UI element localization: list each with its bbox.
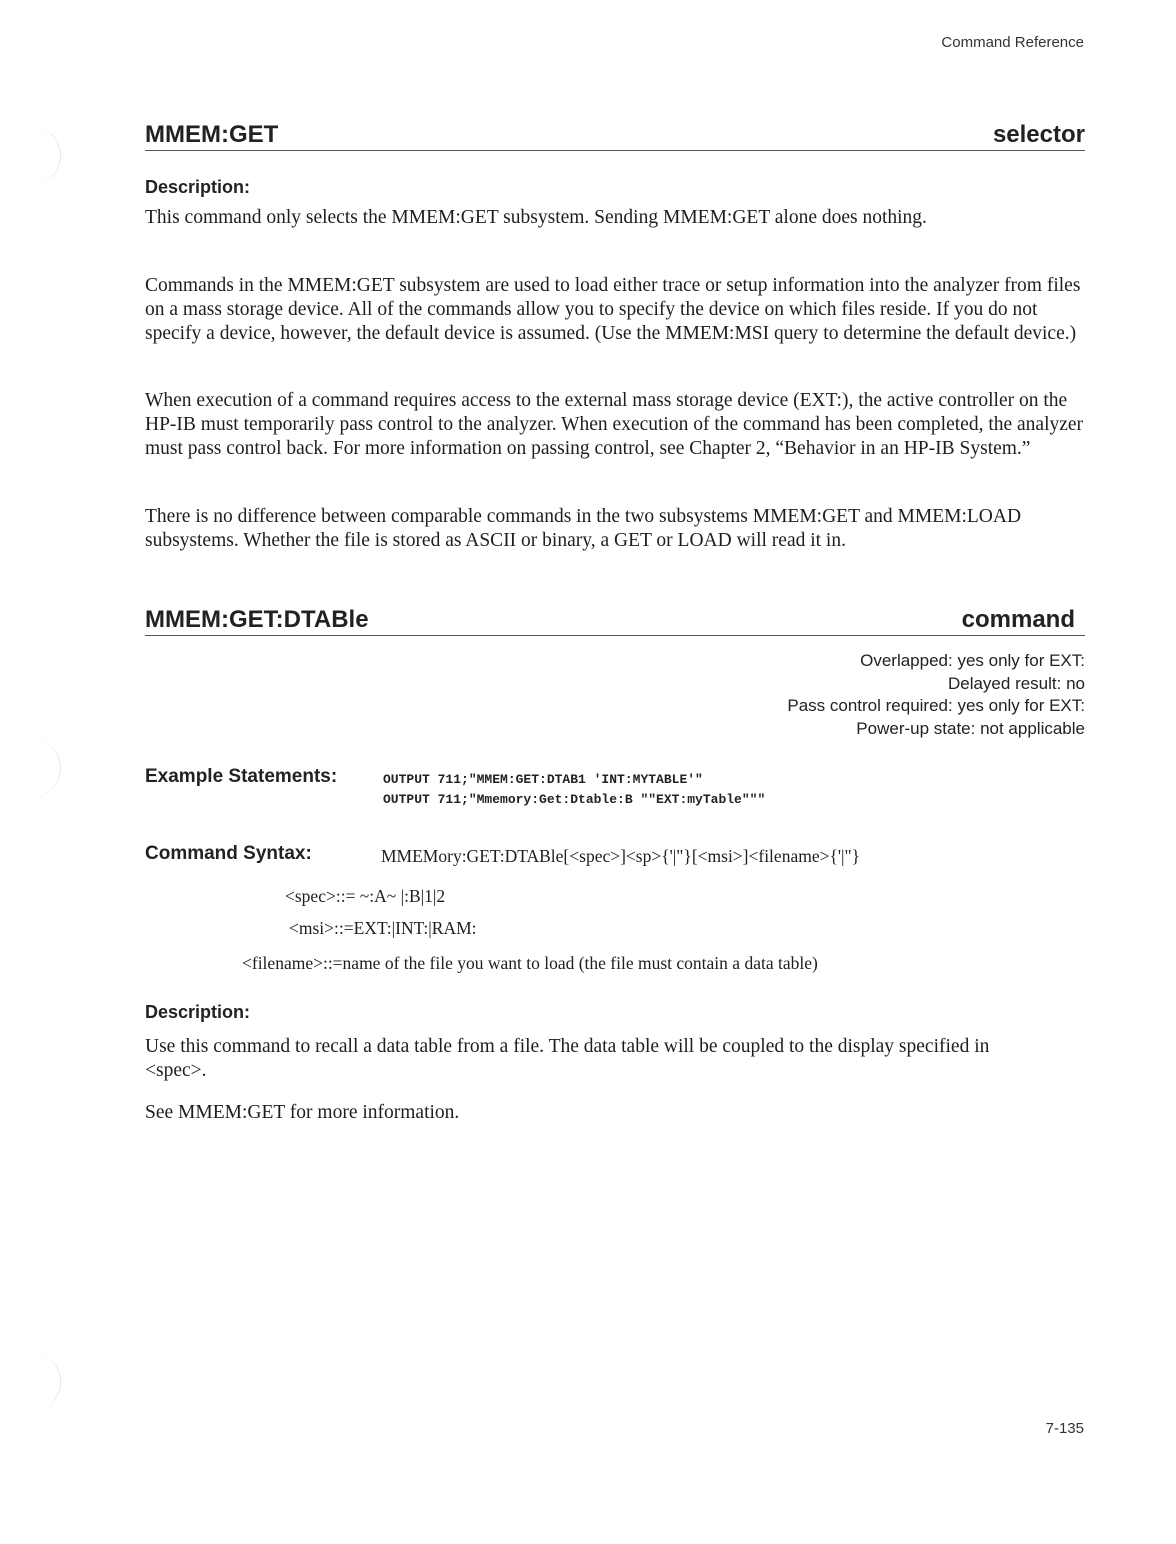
description-heading: Description:	[145, 177, 251, 197]
paragraph: See MMEM:GET for more information.	[145, 1102, 460, 1123]
page-number: 7-135	[1045, 1420, 1084, 1437]
paragraph: Commands in the MMEM:GET subsystem are used to load either trace or setup information into the analyzer from files on a mass storage device. All of the commands allow you to specify the device on which files reside. If you do not specify a device, however, the default device is assumed. (Use the MMEM:MSI query to determine the default device.)	[145, 275, 1081, 344]
paragraph: This command only selects the MMEM:GET subsystem. Sending MMEM:GET alone does nothing.	[145, 207, 927, 228]
property-power-up-state: Power-up state: not applicable	[856, 718, 1085, 738]
paragraph: There is no difference between comparable commands in the two subsystems MMEM:GET and MMEM:LOAD subsystems. Whether the file is stored as ASCII or binary, a GET or LOAD will read it in.	[145, 506, 1022, 551]
command-syntax: MMEMory:GET:DTABle[<spec>]<sp>{'|"}[<msi>]<filename>{'|"}	[381, 846, 861, 866]
section-title: MMEM:GET	[145, 121, 279, 148]
filename-definition: <filename>::=name of the file you want to load (the file must contain a data table)	[242, 953, 818, 973]
punch-hole-top	[0, 126, 61, 186]
section-type: command	[961, 606, 1075, 633]
punch-hole-bottom	[0, 1352, 61, 1412]
property-delayed-result: Delayed result: no	[947, 673, 1085, 693]
example-statements-label: Example Statements:	[145, 766, 338, 787]
description-heading: Description:	[145, 1002, 251, 1022]
spec-definition: <spec>::= ~:A~ |:B|1|2	[285, 886, 446, 906]
paragraph: Use this command to recall a data table from a file. The data table will be coupled to the display specified in <spec>.	[145, 1036, 990, 1081]
section-type: selector	[992, 121, 1085, 148]
paragraph: When execution of a command requires access to the external mass storage device (EXT:), the active controller on the HP-IB must temporarily pass control to the analyzer. When execution of the command has been completed, the analyzer must pass control back. For more information on passing control, see Chapter 2, “Behavior in an HP-IB System.”	[145, 390, 1084, 459]
section-heading-mmem-get-dtable	[145, 607, 1085, 636]
running-head: Command Reference	[941, 34, 1084, 51]
command-properties	[787, 650, 1085, 740]
property-overlapped: Overlapped: yes only for EXT:	[860, 651, 1085, 670]
msi-definition: <msi>::=EXT:|INT:|RAM:	[289, 918, 477, 938]
property-pass-control: Pass control required: yes only for EXT:	[787, 696, 1085, 715]
command-syntax-label: Command Syntax:	[145, 843, 312, 864]
example-statement: OUTPUT 711;"MMEM:GET:DTAB1 'INT:MYTABLE'"	[383, 772, 703, 787]
punch-hole-middle	[0, 738, 61, 798]
section-title: MMEM:GET:DTABle	[145, 606, 369, 633]
example-statement: OUTPUT 711;"Mmemory:Get:Dtable:B ""EXT:myTable"""	[383, 792, 766, 807]
section-heading-mmem-get	[145, 122, 1085, 151]
